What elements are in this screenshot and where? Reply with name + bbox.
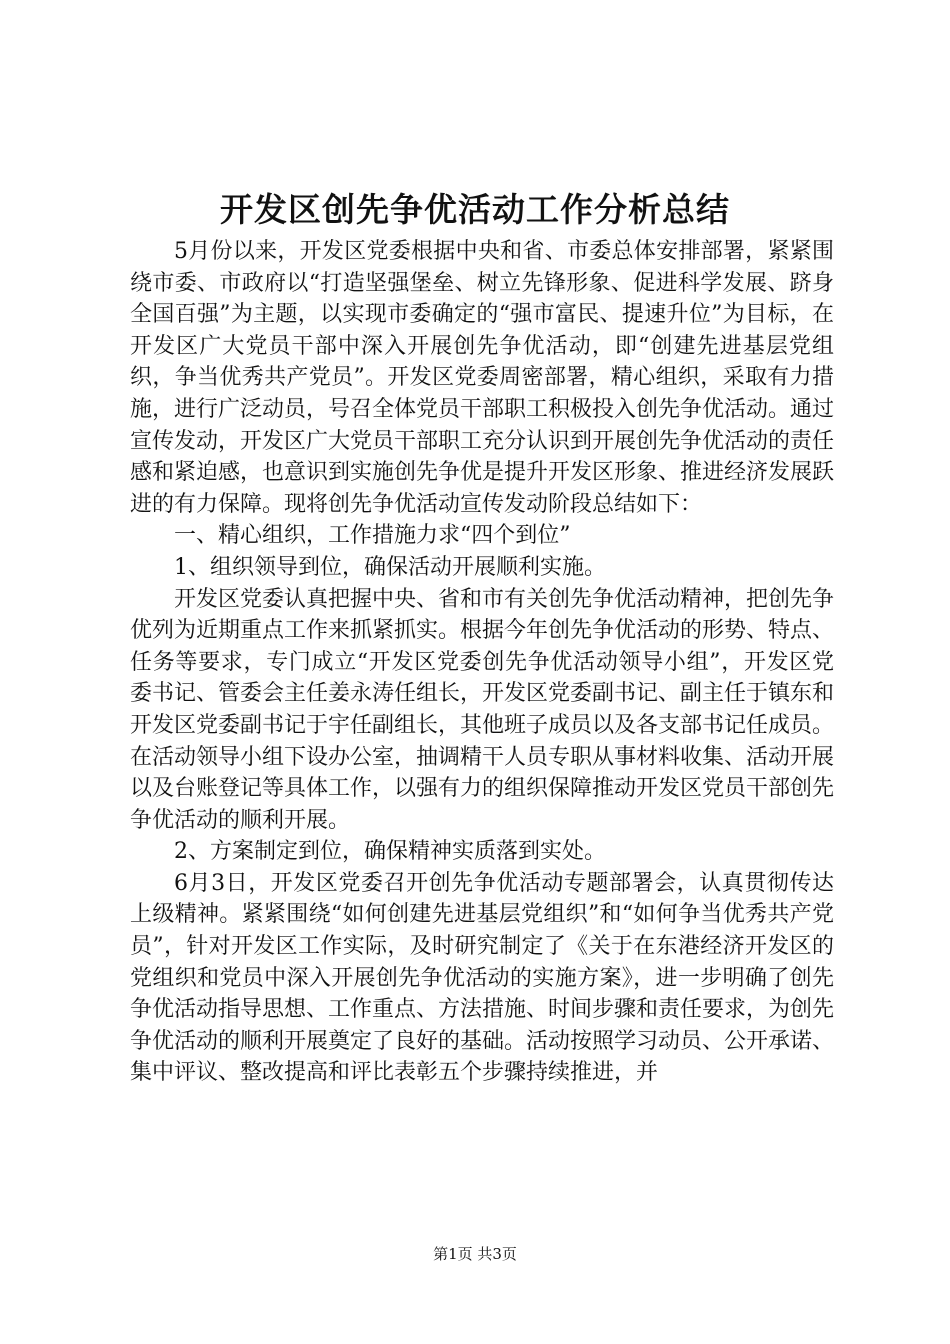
section-heading: 一、精心组织，工作措施力求“四个到位” [174,523,571,549]
subsection-heading: 1、组织领导到位，确保活动开展顺利实施。 [174,554,606,580]
document-title: 开发区创先争优活动工作分析总结 [220,190,730,229]
subsection-heading: 2、方案制定到位，确保精神实质落到实处。 [174,839,606,865]
body-paragraph: 开发区党委认真把握中央、省和市有关创先争优活动精神，把创先争优列为近期重点工作来抓紧抓实。根据今年创先争优活动的形势、特点、任务等要求，专门成立“开发区党委创先争优活动领导小组”，开发区党委书记、管委会主任姜永涛任组长，开发区党委副书记、副主任于镇东和开发区党委副书记于宇任副组长，其他班子成员以及各支部书记任成员。在活动领导小组下设办公室，抽调精干人员专职从事材料收集、活动开展以及台账登记等具体工作，以强有力的组织保障推动开发区党员干部创先争优活动的顺利开展。 [130,586,835,833]
document-body [130,236,834,1089]
page-number-footer: 第1页 共3页 [433,1245,517,1263]
body-paragraph: 6月3日，开发区党委召开创先争优活动专题部署会，认真贯彻传达上级精神。紧紧围绕“如何创建先进基层党组织”和“如何争当优秀共产党员”，针对开发区工作实际，及时研究制定了《关于在东港经济开发区的党组织和党员中深入开展创先争优活动的实施方案》，进一步明确了创先争优活动指导思想、工作重点、方法措施、时间步骤和责任要求，为创先争优活动的顺利开展奠定了良好的基础。活动按照学习动员、公开承诺、集中评议、整改提高和评比表彰五个步骤持续推进，并 [130,870,835,1086]
intro-paragraph: 5月份以来，开发区党委根据中央和省、市委总体安排部署，紧紧围绕市委、市政府以“打造坚强堡垒、树立先锋形象、促进科学发展、跻身全国百强”为主题，以实现市委确定的“强市富民、提速升位”为目标，在开发区广大党员干部中深入开展创先争优活动，即“创建先进基层党组织，争当优秀共产党员”。开发区党委周密部署，精心组织，采取有力措施，进行广泛动员，号召全体党员干部职工积极投入创先争优活动。通过宣传发动，开发区广大党员干部职工充分认识到开展创先争优活动的责任感和紧迫感，也意识到实施创先争优是提升开发区形象、推进经济发展跃进的有力保障。现将创先争优活动宣传发动阶段总结如下： [130,239,835,517]
